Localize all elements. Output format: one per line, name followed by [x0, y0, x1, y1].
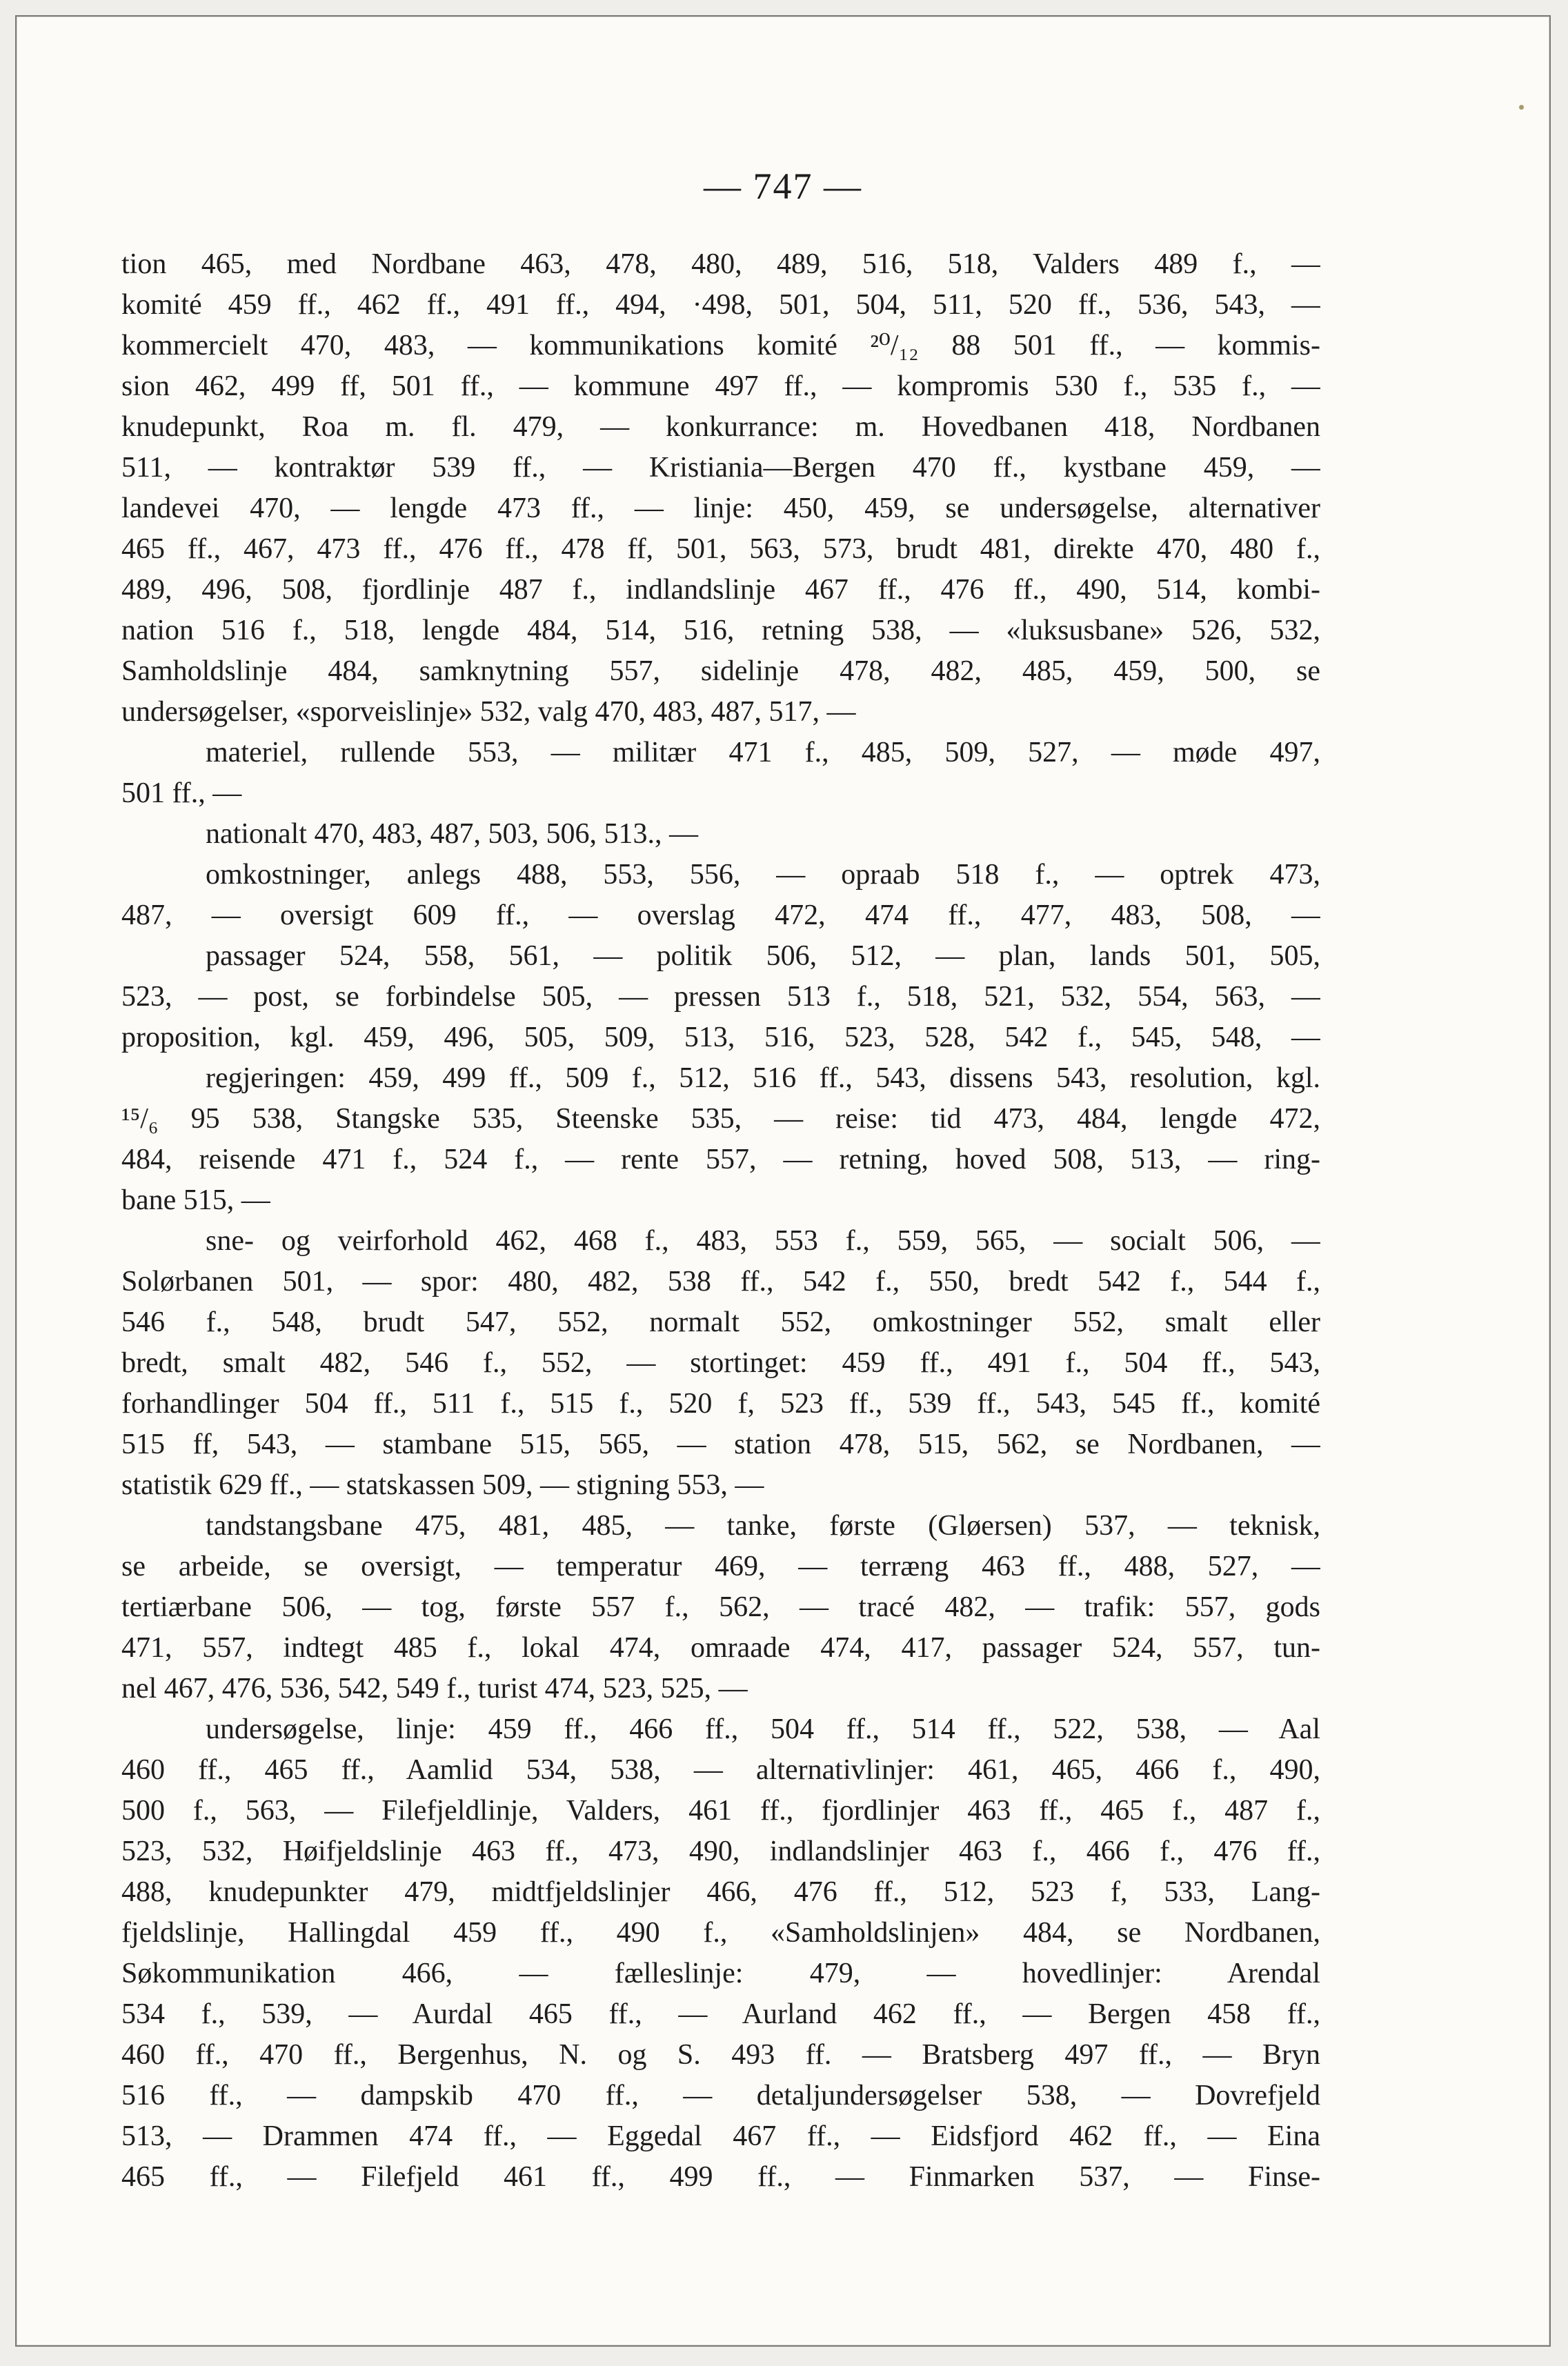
text-line: 515 ff, 543, — stambane 515, 565, — station 478, 515, 562, se Nordbanen, — [121, 1429, 1320, 1460]
text-line: Samholdslinje 484, samknytning 557, sidelinje 478, 482, 485, 459, 500, se [121, 655, 1320, 687]
text-line: nel 467, 476, 536, 542, 549 f., turist 474, 523, 525, — [121, 1673, 748, 1704]
text-line: se arbeide, se oversigt, — temperatur 469, — terræng 463 ff., 488, 527, — [121, 1551, 1320, 1582]
text-line: 487, — oversigt 609 ff., — overslag 472, 474 ff., 477, 483, 508, — [121, 899, 1320, 931]
text-line: bane 515, — [121, 1184, 270, 1216]
text-line: sne- og veirforhold 462, 468 f., 483, 553 f., 559, 565, — socialt 506, — [206, 1225, 1320, 1257]
text-line: tandstangsbane 475, 481, 485, — tanke, første (Gløersen) 537, — teknisk, [206, 1510, 1320, 1542]
text-line: 500 f., 563, — Filefjeldlinje, Valders, 461 ff., fjordlinjer 463 ff., 465 f., 487 f., [121, 1795, 1320, 1827]
text-line: 511, — kontraktør 539 ff., — Kristiania—Bergen 470 ff., kystbane 459, — [121, 452, 1320, 484]
text-line: 501 ff., — [121, 777, 242, 809]
text-line: nationalt 470, 483, 487, 503, 506, 513., — [206, 818, 698, 850]
text-line: sion 462, 499 ff, 501 ff., — kommune 497 ff., — kompromis 530 f., 535 f., — [121, 370, 1320, 402]
text-line: landevei 470, — lengde 473 ff., — linje: 450, 459, se undersøgelse, alternativer [121, 493, 1320, 524]
text-line: omkostninger, anlegs 488, 553, 556, — opraab 518 f., — optrek 473, [206, 859, 1320, 891]
text-line: tertiærbane 506, — tog, første 557 f., 562, — tracé 482, — trafik: 557, gods [121, 1591, 1320, 1623]
page-speck [1519, 105, 1524, 110]
text-line: 534 f., 539, — Aurdal 465 ff., — Aurland 462 ff., — Bergen 458 ff., [121, 1998, 1320, 2030]
text-line: fjeldslinje, Hallingdal 459 ff., 490 f., «Samholdslinjen» 484, se Nordbanen, [121, 1917, 1320, 1949]
text-line: forhandlinger 504 ff., 511 f., 515 f., 520 f, 523 ff., 539 ff., 543, 545 ff., komité [121, 1388, 1320, 1420]
page-number: — 747 — [704, 166, 862, 207]
book-page [15, 15, 1551, 2347]
text-line: ¹⁵/₆ 95 538, Stangske 535, Steenske 535, — reise: tid 473, 484, lengde 472, [121, 1103, 1320, 1135]
text-line: 460 ff., 470 ff., Bergenhus, N. og S. 493 ff. — Bratsberg 497 ff., — Bryn [121, 2039, 1320, 2071]
text-line: nation 516 f., 518, lengde 484, 514, 516, retning 538, — «luksusbane» 526, 532, [121, 615, 1320, 646]
text-line: passager 524, 558, 561, — politik 506, 512, — plan, lands 501, 505, [206, 940, 1320, 972]
text-line: 489, 496, 508, fjordlinje 487 f., indlandslinje 467 ff., 476 ff., 490, 514, kombi- [121, 574, 1320, 606]
text-line: 471, 557, indtegt 485 f., lokal 474, omraade 474, 417, passager 524, 557, tun- [121, 1632, 1320, 1664]
text-line: knudepunkt, Roa m. fl. 479, — konkurrance: m. Hovedbanen 418, Nordbanen [121, 411, 1320, 443]
text-line: 460 ff., 465 ff., Aamlid 534, 538, — alternativlinjer: 461, 465, 466 f., 490, [121, 1754, 1320, 1786]
text-line: Solørbanen 501, — spor: 480, 482, 538 ff., 542 f., 550, bredt 542 f., 544 f., [121, 1266, 1320, 1298]
text-line: proposition, kgl. 459, 496, 505, 509, 513, 516, 523, 528, 542 f., 545, 548, — [121, 1022, 1320, 1053]
text-line: 484, reisende 471 f., 524 f., — rente 557, — retning, hoved 508, 513, — ring- [121, 1144, 1320, 1175]
text-line: undersøgelse, linje: 459 ff., 466 ff., 504 ff., 514 ff., 522, 538, — Aal [206, 1713, 1320, 1745]
text-line: 523, — post, se forbindelse 505, — pressen 513 f., 518, 521, 532, 554, 563, — [121, 981, 1320, 1013]
text-line: 465 ff., 467, 473 ff., 476 ff., 478 ff, 501, 563, 573, brudt 481, direkte 470, 480 f., [121, 533, 1320, 565]
text-line: 516 ff., — dampskib 470 ff., — detaljundersøgelser 538, — Dovrefjeld [121, 2080, 1320, 2111]
index-text [121, 244, 1320, 2198]
text-line: regjeringen: 459, 499 ff., 509 f., 512, 516 ff., 543, dissens 543, resolution, kgl. [206, 1062, 1320, 1094]
text-line: kommercielt 470, 483, — kommunikations komité ²⁰/₁₂ 88 501 ff., — kommis- [121, 330, 1320, 361]
text-line: 488, knudepunkter 479, midtfjeldslinjer 466, 476 ff., 512, 523 f, 533, Lang- [121, 1876, 1320, 1908]
text-line: tion 465, med Nordbane 463, 478, 480, 489, 516, 518, Valders 489 f., — [121, 248, 1320, 280]
text-line: 546 f., 548, brudt 547, 552, normalt 552, omkostninger 552, smalt eller [121, 1306, 1320, 1338]
text-line: materiel, rullende 553, — militær 471 f., 485, 509, 527, — møde 497, [206, 737, 1320, 768]
text-line: komité 459 ff., 462 ff., 491 ff., 494, ·498, 501, 504, 511, 520 ff., 536, 543, — [121, 289, 1320, 321]
text-line: Søkommunikation 466, — fælleslinje: 479, — hovedlinjer: Arendal [121, 1958, 1320, 1989]
text-line: statistik 629 ff., — statskassen 509, — stigning 553, — [121, 1469, 764, 1501]
text-line: undersøgelser, «sporveislinje» 532, valg 470, 483, 487, 517, — [121, 696, 856, 728]
text-line: 465 ff., — Filefjeld 461 ff., 499 ff., — Finmarken 537, — Finse- [121, 2161, 1320, 2193]
text-line: bredt, smalt 482, 546 f., 552, — stortinget: 459 ff., 491 f., 504 ff., 543, [121, 1347, 1320, 1379]
text-line: 513, — Drammen 474 ff., — Eggedal 467 ff., — Eidsfjord 462 ff., — Eina [121, 2120, 1320, 2152]
text-line: 523, 532, Høifjeldslinje 463 ff., 473, 490, indlandslinjer 463 f., 466 f., 476 ff., [121, 1836, 1320, 1867]
